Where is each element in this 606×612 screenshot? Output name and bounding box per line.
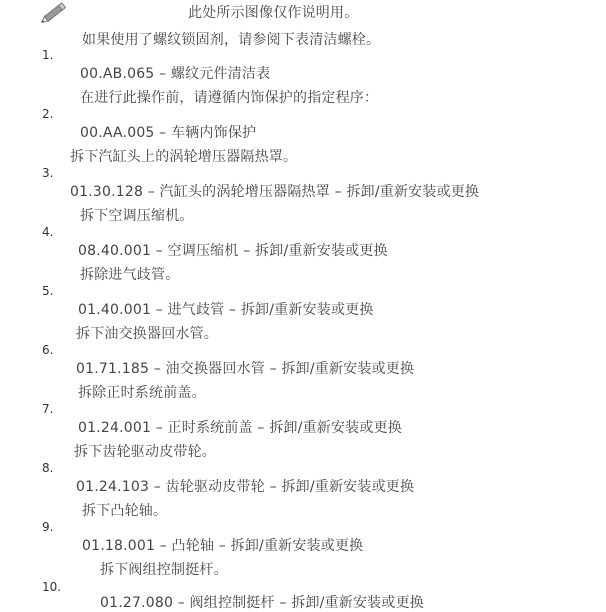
step-description: 拆下阀组控制挺杆。 (100, 562, 228, 578)
step-description: 拆除正时系统前盖。 (78, 385, 206, 401)
step-number: 2. (42, 107, 54, 121)
step-reference-link[interactable]: 01.24.103 – 齿轮驱动皮带轮 – 拆卸/重新安装或更换 (76, 479, 415, 495)
step-number: 7. (42, 402, 54, 416)
step-reference-link[interactable]: 01.24.001 – 正时系统前盖 – 拆卸/重新安装或更换 (78, 420, 402, 436)
step-description: 拆下齿轮驱动皮带轮。 (74, 444, 216, 460)
step-reference-link[interactable]: 01.30.128 – 汽缸头的涡轮增压器隔热罩 – 拆卸/重新安装或更换 (70, 184, 480, 200)
step-number: 9. (42, 520, 54, 534)
step-description: 拆下凸轮轴。 (82, 503, 168, 519)
illustration-note: 此处所示图像仅作说明用。 (188, 5, 359, 21)
step-description: 拆除进气歧管。 (80, 267, 180, 283)
step-number: 4. (42, 225, 54, 239)
step-description: 拆下油交换器回水管。 (76, 326, 218, 342)
step-number: 3. (42, 166, 54, 180)
step-reference-link[interactable]: 01.40.001 – 进气歧管 – 拆卸/重新安装或更换 (78, 302, 374, 318)
step-number: 6. (42, 343, 54, 357)
step-reference-link[interactable]: 01.18.001 – 凸轮轴 – 拆卸/重新安装或更换 (82, 538, 364, 554)
step-reference-link[interactable]: 00.AB.065 – 螺纹元件清洁表 (80, 66, 271, 82)
step-reference-link[interactable]: 08.40.001 – 空调压缩机 – 拆卸/重新安装或更换 (78, 243, 388, 259)
step-description: 拆下汽缸头上的涡轮增压器隔热罩。 (70, 149, 298, 165)
step-number: 1. (42, 48, 54, 62)
step-reference-link[interactable]: 01.71.185 – 油交换器回水管 – 拆卸/重新安装或更换 (76, 361, 415, 377)
step-number: 5. (42, 284, 54, 298)
pencil-icon (40, 0, 70, 24)
intro-text: 如果使用了螺纹锁固剂，请参阅下表清洁螺栓。 (82, 32, 381, 48)
step-description: 拆下空调压缩机。 (80, 208, 194, 224)
step-number: 8. (42, 461, 54, 475)
step-number: 10. (42, 580, 62, 594)
step-description: 在进行此操作前，请遵循内饰保护的指定程序： (80, 90, 379, 106)
step-reference-link[interactable]: 00.AA.005 – 车辆内饰保护 (80, 125, 257, 141)
step-reference-link[interactable]: 01.27.080 – 阀组控制挺杆 – 拆卸/重新安装或更换 (100, 595, 424, 611)
